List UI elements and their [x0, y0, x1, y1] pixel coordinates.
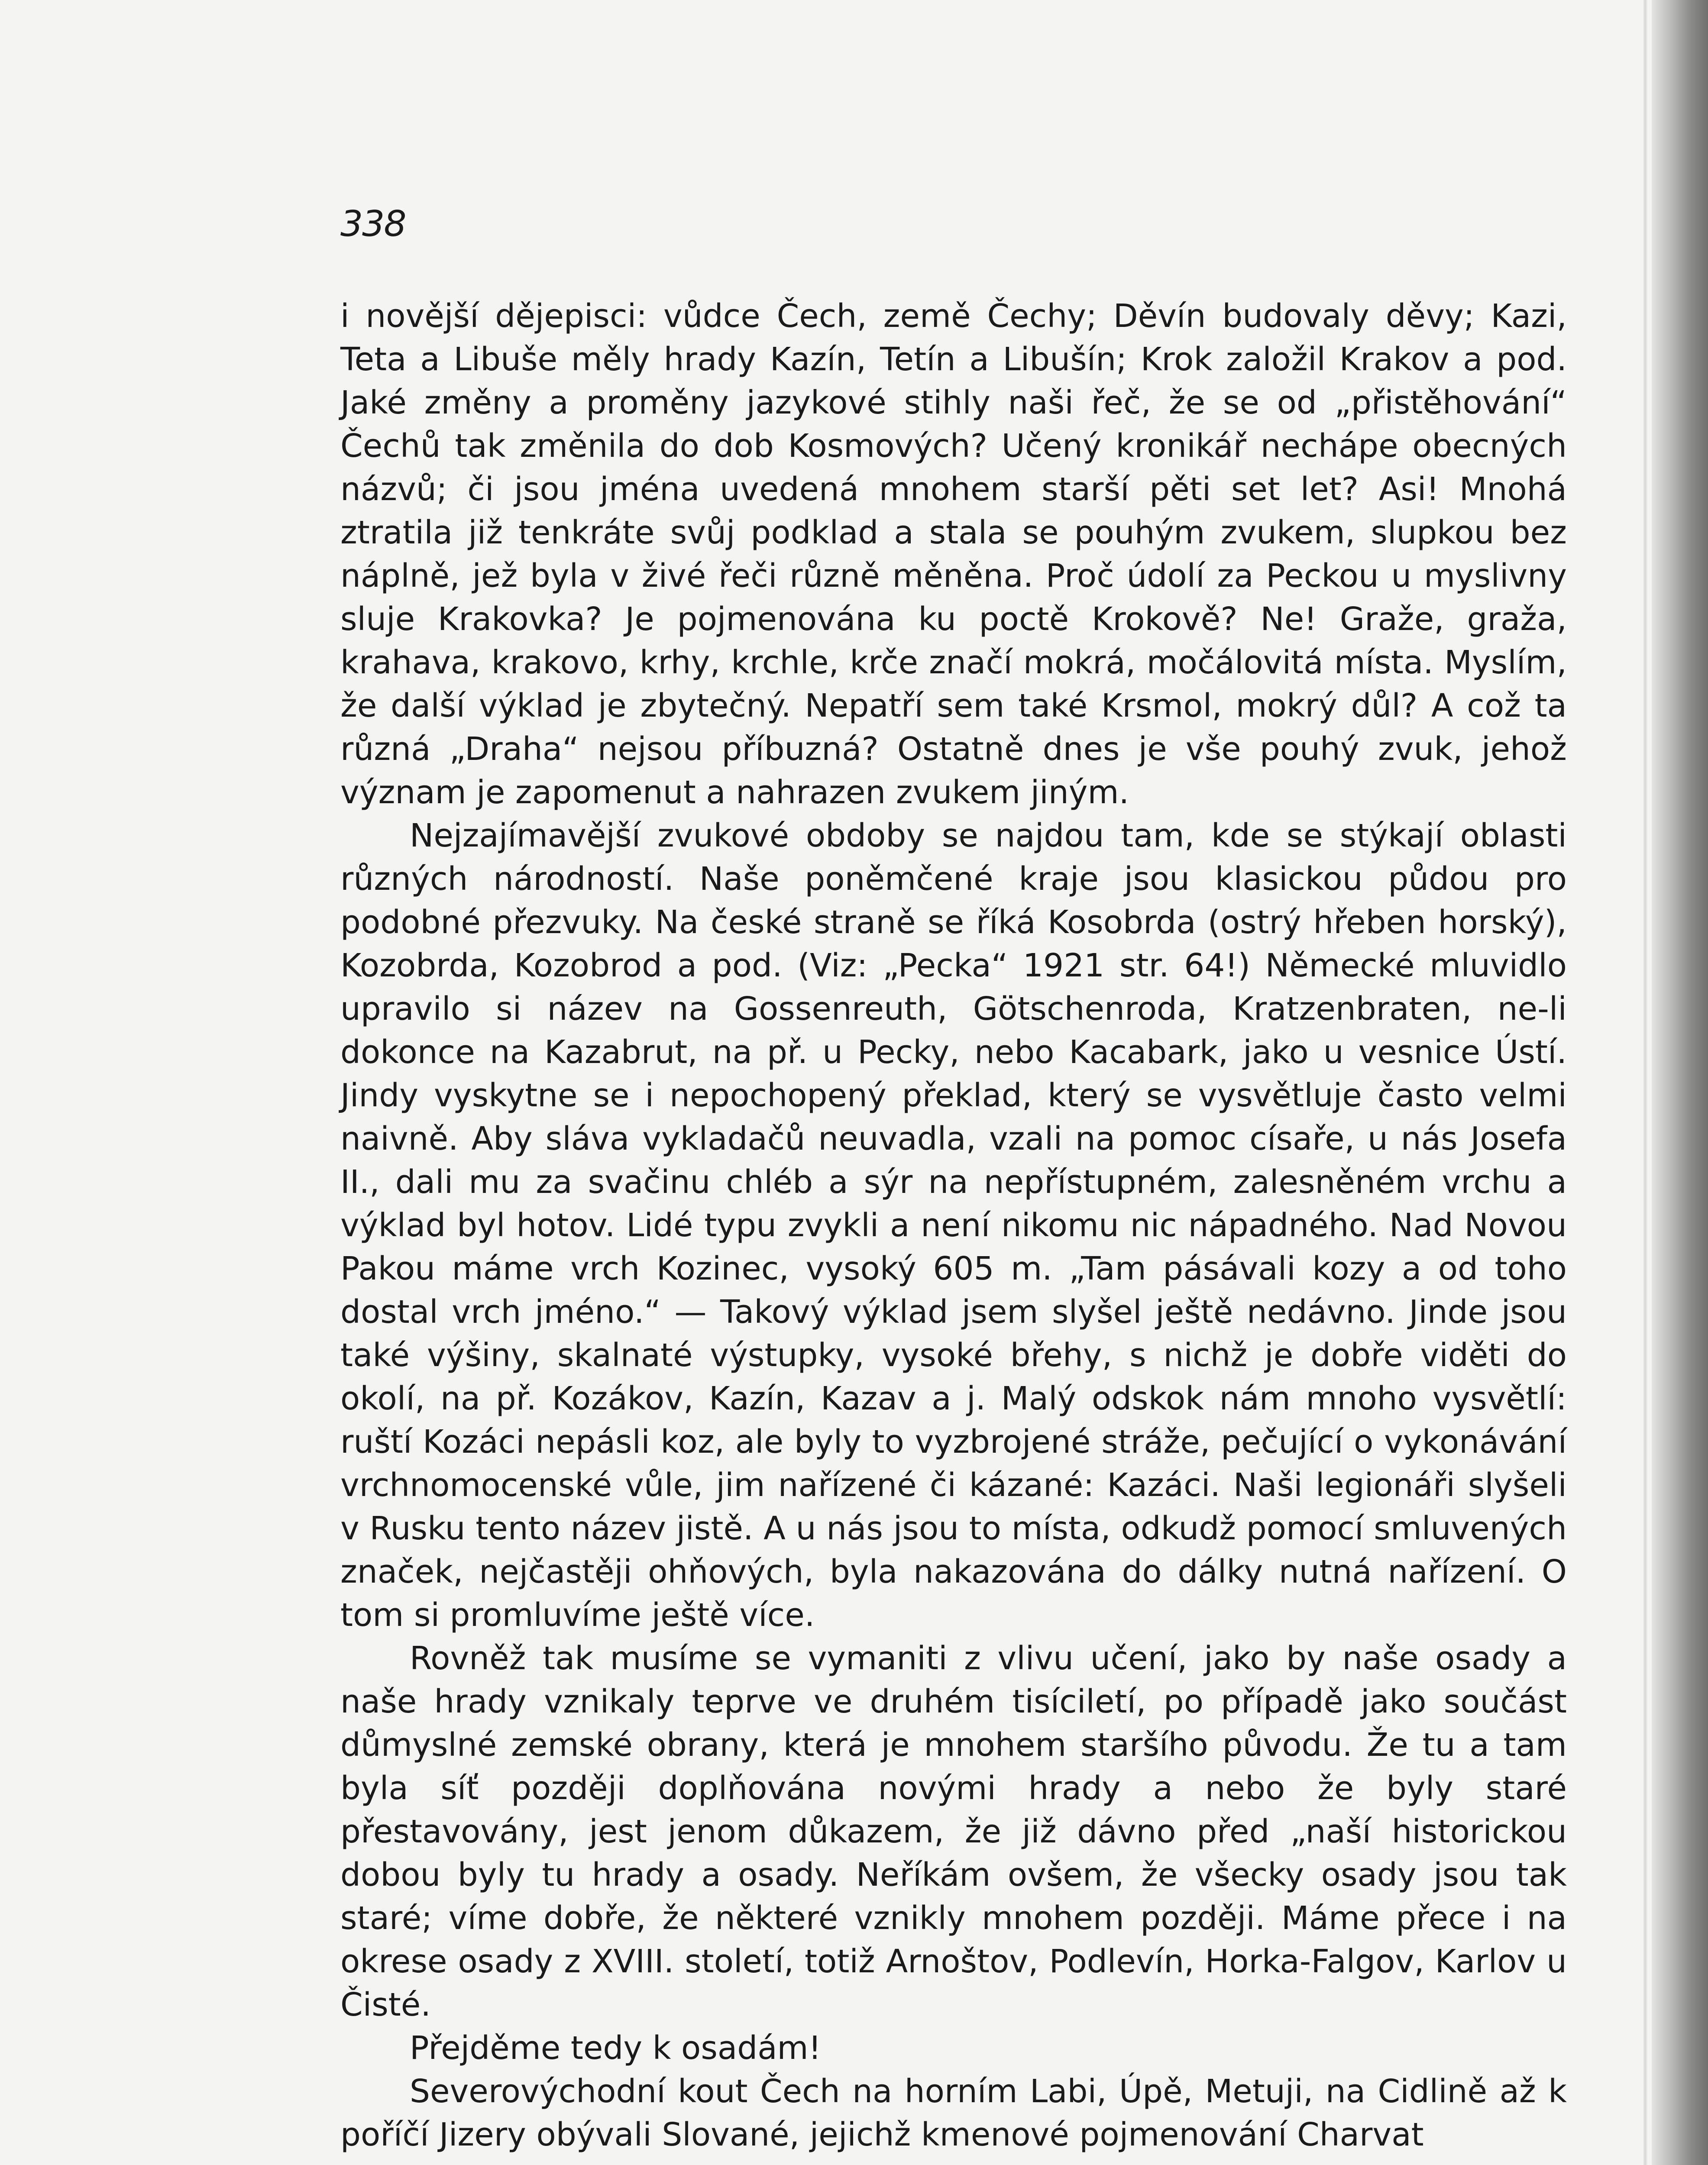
- paragraph-3: Rovněž tak musíme se vymaniti z vlivu učení, jako by naše osady a naše hrady vznikaly teprve ve druhém tisíciletí, po případě jako součást důmyslné zemské obrany, která je mnohem staršího původu. Že tu a tam byla síť později doplňována novými hrady a nebo že byly staré přestavovány, jest jenom důkazem, že již dávno před „naší historickou dobou byly tu hrady a osady. Neříkám ovšem, že všecky osady jsou tak staré; víme dobře, že některé vznikly mnohem později. Máme přece i na okrese osady z XVIII. století, totiž Arnoštov, Podlevín, Horka-Falgov, Karlov u Čisté.: [340, 1640, 1567, 2023]
- page-number: 338: [340, 204, 406, 245]
- paragraph-2: Nejzajímavější zvukové obdoby se najdou tam, kde se stýkají oblasti různých národností. Naše poněmčené kraje jsou klasickou půdou pro podobné přezvuky. Na české straně se říká Kosobrda (ostrý hřeben horský), Kozobrda, Kozobrod a pod. (Viz: „Pecka“ 1921 str. 64!) Německé mluvidlo upravilo si název na Gossenreuth, Götschenroda, Kratzenbraten, ne-li dokonce na Kazabrut, na př. u Pecky, nebo Kacabark, jako u vesnice Ústí. Jindy vyskytne se i nepochopený překlad, který se vysvětluje často velmi naivně. Aby sláva vykladačů neuvadla, vzali na pomoc císaře, u nás Josefa II., dali mu za svačinu chléb a sýr na nepřístupném, zalesněném vrchu a výklad byl hotov. Lidé typu zvykli a není nikomu nic nápadného. Nad Novou Pakou máme vrch Kozinec, vysoký 605 m. „Tam pásávali kozy a od toho dostal vrch jméno.“ — Takový výklad jsem slyšel ještě nedávno. Jinde jsou také výšiny, skalnaté výstupky, vysoké břehy, s nichž je dobře viděti do okolí, na př. Kozákov, Kazín, Kazav a j. Malý odskok nám mnoho vysvětlí: ruští Kozáci nepásli koz, ale byly to vyzbrojené stráže, pečující o vykonávání vrchnomocenské vůle, jim nařízené či kázané: Kazáci. Naši legionáři slyšeli v Rusku tento název jistě. A u nás jsou to místa, odkudž pomocí smluvených značek, nejčastěji ohňových, byla nakazována do dálky nutná nařízení. O tom si promluvíme ještě více.: [340, 817, 1567, 1634]
- page-fold-line: [1643, 0, 1647, 2165]
- page-edge-shadow: [1652, 0, 1708, 2165]
- body-text: [340, 294, 1567, 2156]
- paragraph-4: Přejděme tedy k osadám!: [410, 2029, 822, 2067]
- paragraph-1: i novější dějepisci: vůdce Čech, země Čechy; Děvín budovaly děvy; Kazi, Teta a Libuše měly hrady Kazín, Tetín a Libušín; Krok založil Krakov a pod. Jaké změny a proměny jazykové stihly naši řeč, že se od „přistěhování“ Čechů tak změnila do dob Kosmových? Učený kronikář nechápe obecných názvů; či jsou jména uvedená mnohem starší pěti set let? Asi! Mnohá ztratila již tenkráte svůj podklad a stala se pouhým zvukem, slupkou bez náplně, jež byla v živé řeči různě měněna. Proč údolí za Peckou u myslivny sluje Krakovka? Je pojmenována ku poctě Krokově? Ne! Graže, graža, krahava, krakovo, krhy, krchle, krče značí mokrá, močálovitá místa. Myslím, že další výklad je zbytečný. Nepatří sem také Krsmol, mokrý důl? A což ta různá „Draha“ nejsou příbuzná? Ostatně dnes je vše pouhý zvuk, jehož význam je zapomenut a nahrazen zvukem jiným.: [340, 297, 1567, 811]
- paragraph-5: Severovýchodní kout Čech na horním Labi, Úpě, Metuji, na Cidlině až k poříčí Jizery obývali Slované, jejichž kmenové pojmenování Charvat: [340, 2073, 1567, 2153]
